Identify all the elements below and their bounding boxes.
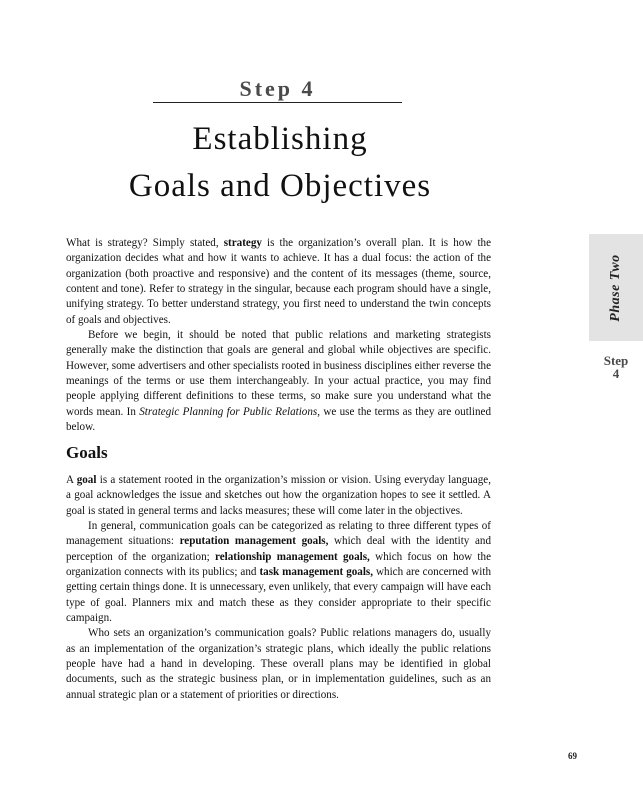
side-tab-phase: Phase Two — [608, 254, 623, 322]
page-number: 69 — [568, 751, 577, 761]
goals-section — [66, 473, 491, 703]
goals-paragraph-1: A goal is a statement rooted in the organization’s mission or vision. Using everyday language, a goal acknowledges the issue and sketches out how the organization hopes to see it settled. A goal is stated in general terms and lacks measures; these will come later in the objectives. — [66, 474, 491, 517]
term-relationship-goals: relationship management goals, — [214, 550, 370, 563]
chapter-title-line-2: Goals and Objectives — [128, 168, 432, 204]
term-reputation-goals: reputation management goals, — [179, 535, 329, 548]
book-title: Strategic Planning for Public Relations — [139, 405, 318, 418]
intro-paragraph-2: Before we begin, it should be noted that public relations and marketing strategists generally make the distinction that goals are general and global while objectives are specific. However, some advertisers and other specialists rooted in business disciplines either reverse the meanings of the terms or use them interchangeably. In your actual practice, you may find people applying different definitions to these terms, so make sure you understand what the words mean. In Strategic Planning for Public Relations, we use the terms as they are outlined below. — [66, 329, 492, 434]
step-label: Step 4 — [239, 76, 316, 101]
side-tab-step — [598, 354, 634, 380]
chapter-title-line-1: Establishing — [192, 121, 368, 157]
term-task-goals: task management goals, — [259, 566, 374, 579]
intro-section — [66, 236, 491, 435]
section-heading-goals: Goals — [66, 443, 108, 462]
term-goal: goal — [76, 474, 97, 486]
side-tab-step-number: 4 — [612, 366, 620, 381]
goals-paragraph-3: Who sets an organization’s communication goals? Public relations managers do, usually as an implementation of the organization’s strategic plans, which ideally the public relations people have had a hand in developing. These overall plans may be identified in global documents, such as the strategic business plan, or in implementation guidelines, such as an annual strategic plan or a statement of priorities or directions. — [66, 627, 491, 701]
term-strategy: strategy — [223, 237, 262, 249]
side-tab-step-word: Step — [603, 353, 629, 368]
step-rule — [153, 102, 402, 103]
intro-paragraph-1: What is strategy? Simply stated, strategy is the organization’s overall plan. It is how the organization decides what and how it wants to achieve. It has a dual focus: the action of the organization (both proactive and responsive) and the content of its messages (theme, source, content and tone). Refer to strategy in the singular, because each program should have a single, unifying strategy. To better understand strategy, you first need to understand the twin concepts of goals and objectives. — [66, 237, 491, 326]
chapter-title — [60, 116, 500, 210]
goals-paragraph-2: In general, communication goals can be categorized as relating to three different types of management situations: reputation management goals, which deal with the identity and perception of the organization; relationship management goals, which focus on how the organization connects with its publics; and task management goals, which are concerned with getting certain things done. It is unnecessary, even unlikely, that every campaign will have each type of goal. Planners mix and match these as they consider appropriate to their specific campaign. — [66, 520, 491, 625]
